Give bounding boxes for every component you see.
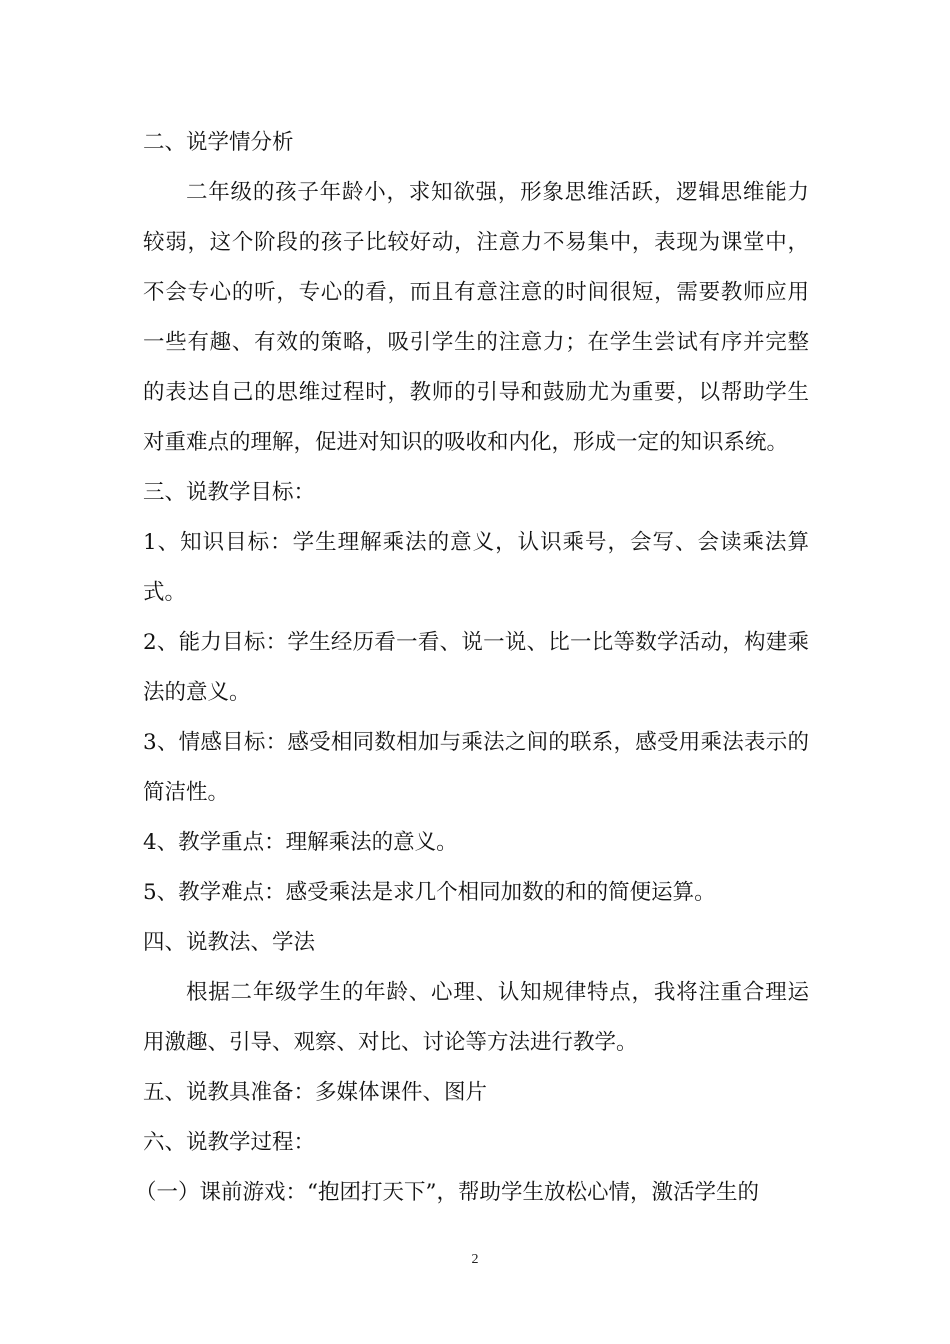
goal-knowledge: 1、知识目标：学生理解乘法的意义，认识乘号，会写、会读乘法算式。 [143,530,809,605]
goal-emotion: 3、情感目标：感受相同数相加与乘法之间的联系，感受用乘法表示的简洁性。 [143,730,809,805]
paragraph-learner-analysis: 二年级的孩子年龄小，求知欲强，形象思维活跃，逻辑思维能力较弱，这个阶段的孩子比较好动，注意力不易集中，表现为课堂中，不会专心的听，专心的看，而且有意注意的时间很短，需要教师应用一些有趣、有效的策略，吸引学生的注意力；在学生尝试有序并完整的表达自己的思维过程时，教师的引导和鼓励尤为重要，以帮助学生对重难点的理解，促进对知识的吸收和内化，形成一定的知识系统。 [143,180,809,455]
section-heading-materials: 五、说教具准备：多媒体课件、图片 [143,1080,488,1105]
paragraph-methods: 根据二年级学生的年龄、心理、认知规律特点，我将注重合理运用激趣、引导、观察、对比、讨论等方法进行教学。 [143,980,809,1055]
page-number: 2 [471,1252,479,1267]
section-heading-process: 六、说教学过程： [143,1130,316,1155]
document-body [135,118,809,1218]
goal-key-point: 4、教学重点：理解乘法的意义。 [143,830,458,855]
goal-ability: 2、能力目标：学生经历看一看、说一说、比一比等数学活动，构建乘法的意义。 [143,630,809,705]
section-heading-learner-analysis: 二、说学情分析 [143,130,294,155]
section-heading-teaching-goals: 三、说教学目标： [143,480,316,505]
paragraph-warmup-game: （一）课前游戏：“抱团打天下”，帮助学生放松心情，激活学生的 [135,1180,759,1205]
section-heading-methods: 四、说教法、学法 [143,930,316,955]
goal-difficulty: 5、教学难点：感受乘法是求几个相同加数的和的简便运算。 [143,880,716,905]
